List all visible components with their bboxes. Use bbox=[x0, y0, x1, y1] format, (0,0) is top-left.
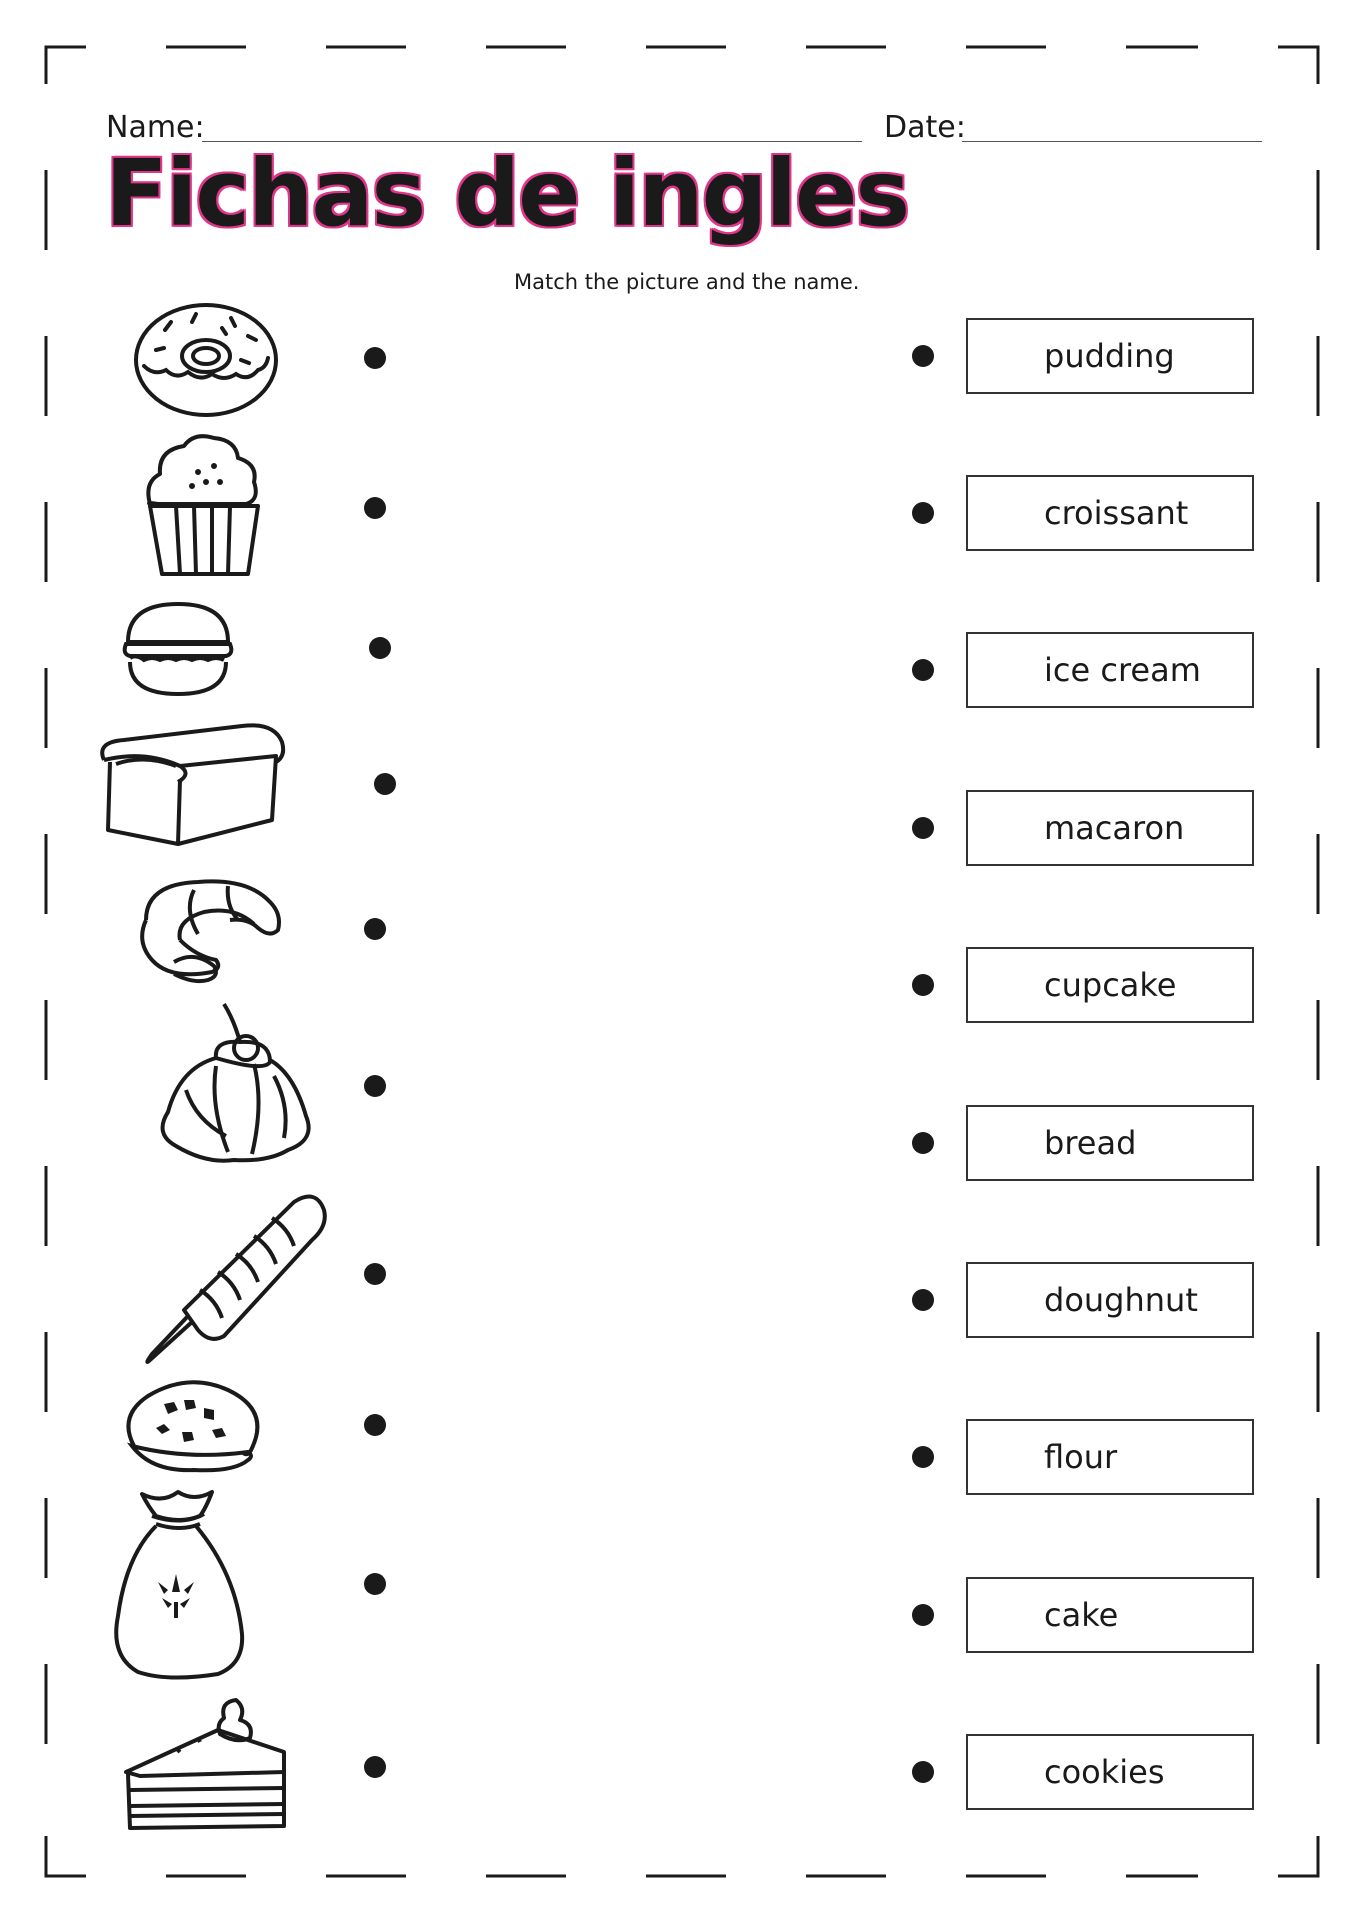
left-dot-9[interactable] bbox=[364, 1573, 386, 1595]
right-dot-7[interactable] bbox=[912, 1289, 934, 1311]
ice-cream-icon bbox=[144, 1186, 328, 1366]
left-dot-7[interactable] bbox=[364, 1263, 386, 1285]
word-box-pudding[interactable]: pudding bbox=[966, 318, 1254, 394]
right-dot-8[interactable] bbox=[912, 1446, 934, 1468]
bread-icon bbox=[96, 720, 288, 852]
word-box-doughnut[interactable]: doughnut bbox=[966, 1262, 1254, 1338]
left-dot-2[interactable] bbox=[364, 497, 386, 519]
left-dot-4[interactable] bbox=[374, 773, 396, 795]
word-box-croissant[interactable]: croissant bbox=[966, 475, 1254, 551]
word-box-cookies[interactable]: cookies bbox=[966, 1734, 1254, 1810]
word-box-flour[interactable]: flour bbox=[966, 1419, 1254, 1495]
right-dot-1[interactable] bbox=[912, 345, 934, 367]
flour-icon bbox=[112, 1486, 246, 1680]
right-dot-10[interactable] bbox=[912, 1761, 934, 1783]
cookie-icon bbox=[124, 1380, 266, 1474]
left-dot-1[interactable] bbox=[364, 347, 386, 369]
left-dot-6[interactable] bbox=[364, 1075, 386, 1097]
pudding-icon bbox=[146, 1000, 326, 1166]
page-title: Fichas de ingles bbox=[105, 140, 909, 247]
date-field-line[interactable] bbox=[962, 141, 1262, 142]
croissant-icon bbox=[134, 872, 288, 988]
right-dot-3[interactable] bbox=[912, 659, 934, 681]
cupcake-icon bbox=[140, 432, 270, 582]
word-box-macaron[interactable]: macaron bbox=[966, 790, 1254, 866]
doughnut-icon bbox=[126, 300, 286, 420]
macaron-icon bbox=[122, 600, 234, 700]
right-dot-9[interactable] bbox=[912, 1604, 934, 1626]
right-dot-6[interactable] bbox=[912, 1132, 934, 1154]
word-box-cupcake[interactable]: cupcake bbox=[966, 947, 1254, 1023]
cake-icon bbox=[120, 1696, 292, 1836]
name-label: Name: bbox=[106, 110, 205, 145]
left-dot-5[interactable] bbox=[364, 918, 386, 940]
right-dot-5[interactable] bbox=[912, 974, 934, 996]
left-dot-8[interactable] bbox=[364, 1414, 386, 1436]
instruction-text: Match the picture and the name. bbox=[514, 270, 860, 294]
left-dot-10[interactable] bbox=[364, 1756, 386, 1778]
left-dot-3[interactable] bbox=[369, 637, 391, 659]
word-box-bread[interactable]: bread bbox=[966, 1105, 1254, 1181]
right-dot-2[interactable] bbox=[912, 502, 934, 524]
right-dot-4[interactable] bbox=[912, 817, 934, 839]
date-label: Date: bbox=[884, 110, 966, 145]
word-box-cake[interactable]: cake bbox=[966, 1577, 1254, 1653]
word-box-ice-cream[interactable]: ice cream bbox=[966, 632, 1254, 708]
